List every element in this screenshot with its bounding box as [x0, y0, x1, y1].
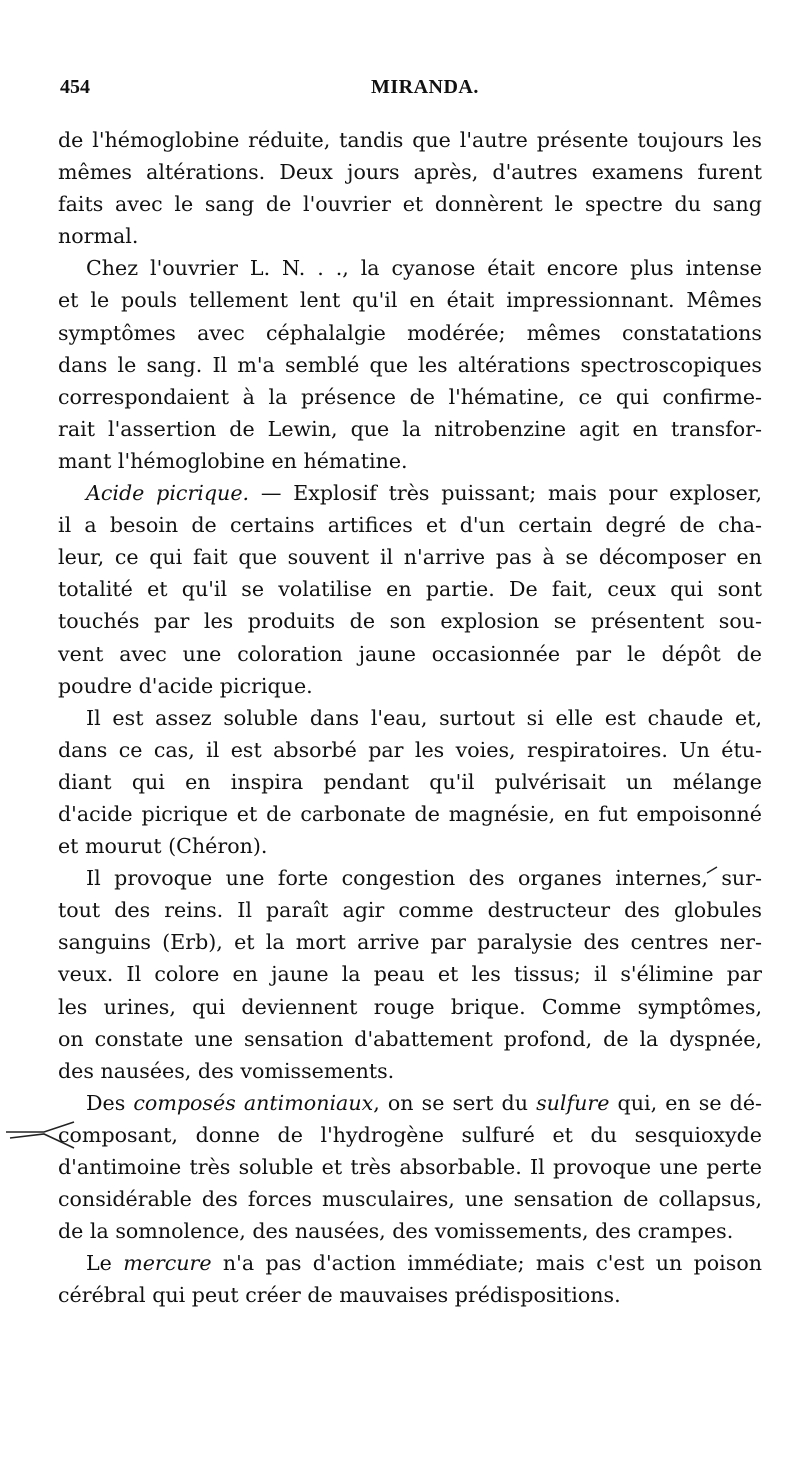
text-line: tout des reins. Il paraît agir comme destructeur des globules [58, 898, 762, 923]
text-line: d'antimoine très soluble et très absorbable. Il provoque une perte [58, 1155, 762, 1179]
text-span: Le [86, 1251, 124, 1276]
running-title: MIRANDA. [371, 76, 479, 98]
text-line: diant qui en inspira pendant qu'il pulvérisait un mélange [58, 769, 762, 794]
text-span: Des [86, 1090, 134, 1115]
text-line: d'acide picrique et de carbonate de magnésie, en fut empoisonné [58, 801, 762, 826]
text-line: et mourut (Chéron). [58, 834, 268, 859]
text-span: n'a pas d'action immédiate; mais c'est un poison [211, 1251, 762, 1276]
text-line: il a besoin de certains artifices et d'un certain degré de cha- [58, 513, 762, 538]
text-line: rait l'assertion de Lewin, que la nitrobenzine agit en transfor- [58, 416, 762, 441]
body-text [58, 124, 762, 1311]
text-line: de l'hémoglobine réduite, tandis que l'autre présente toujours les [58, 128, 762, 152]
text-line: sanguins (Erb), et la mort arrive par paralysie des centres ner- [58, 930, 762, 955]
italic-heading: Acide picrique. [86, 481, 250, 506]
text-line: vent avec une coloration jaune occasionnée par le dépôt de [58, 641, 762, 666]
page-header [60, 76, 760, 110]
text-line [58, 1247, 762, 1279]
paragraph [58, 1247, 762, 1311]
italic-term: mercure [123, 1251, 212, 1276]
text-span: — Explosif très puissant; mais pour exploser, [249, 481, 762, 506]
italic-term: sulfure [536, 1090, 610, 1115]
text-line: normal. [58, 224, 139, 249]
text-line: poudre d'acide picrique. [58, 673, 313, 698]
text-span: , on se sert du [373, 1090, 537, 1115]
italic-term: composés antimoniaux [133, 1090, 374, 1115]
text-line: des nausées, des vomissements. [58, 1058, 395, 1083]
text-line: Chez l'ouvrier L. N. . ., la cyanose était encore plus intense [86, 256, 762, 281]
page-number: 454 [60, 76, 90, 98]
paragraph [58, 477, 762, 702]
text-line: veux. Il colore en jaune la peau et les tissus; il s'élimine par [58, 962, 762, 987]
paragraph [58, 702, 762, 862]
text-line: totalité et qu'il se volatilise en partie. De fait, ceux qui sont [58, 577, 762, 602]
paragraph [58, 124, 762, 252]
text-line: mêmes altérations. Deux jours après, d'autres examens furent [58, 160, 762, 185]
text-line: Il est assez soluble dans l'eau, surtout si elle est chaude et, [86, 705, 762, 730]
text-line: cérébral qui peut créer de mauvaises prédispositions. [58, 1283, 621, 1308]
text-line: dans le sang. Il m'a semblé que les altérations spectroscopiques [58, 352, 762, 377]
text-line: Il provoque une forte congestion des organes internes, sur- [86, 866, 762, 891]
text-line: considérable des forces musculaires, une sensation de collapsus, [58, 1187, 762, 1212]
text-line [58, 1087, 762, 1119]
text-line: touchés par les produits de son explosion se présentent sou- [58, 609, 762, 634]
text-line: de la somnolence, des nausées, des vomissements, des crampes. [58, 1219, 734, 1244]
text-line: mant l'hémoglobine en hématine. [58, 448, 408, 473]
text-line: correspondaient à la présence de l'hématine, ce qui confirme- [58, 384, 762, 409]
text-line [58, 477, 762, 509]
paragraph [58, 862, 762, 1087]
text-line: faits avec le sang de l'ouvrier et donnèrent le spectre du sang [58, 192, 762, 217]
text-line: les urines, qui deviennent rouge brique. Comme symptômes, [58, 994, 762, 1019]
text-line: composant, donne de l'hydrogène sulfuré et du sesquioxyde [58, 1122, 762, 1147]
text-line: symptômes avec céphalalgie modérée; mêmes constatations [58, 320, 762, 345]
text-line: dans ce cas, il est absorbé par les voies, respiratoires. Un étu- [58, 737, 762, 762]
paragraph [58, 1087, 762, 1247]
text-line: et le pouls tellement lent qu'il en était impressionnant. Mêmes [58, 288, 762, 313]
text-line: leur, ce qui fait que souvent il n'arrive pas à se décomposer en [58, 545, 762, 570]
paragraph [58, 252, 762, 477]
text-line: on constate une sensation d'abattement profond, de la dyspnée, [58, 1026, 762, 1051]
text-span: qui, en se dé- [609, 1090, 762, 1115]
